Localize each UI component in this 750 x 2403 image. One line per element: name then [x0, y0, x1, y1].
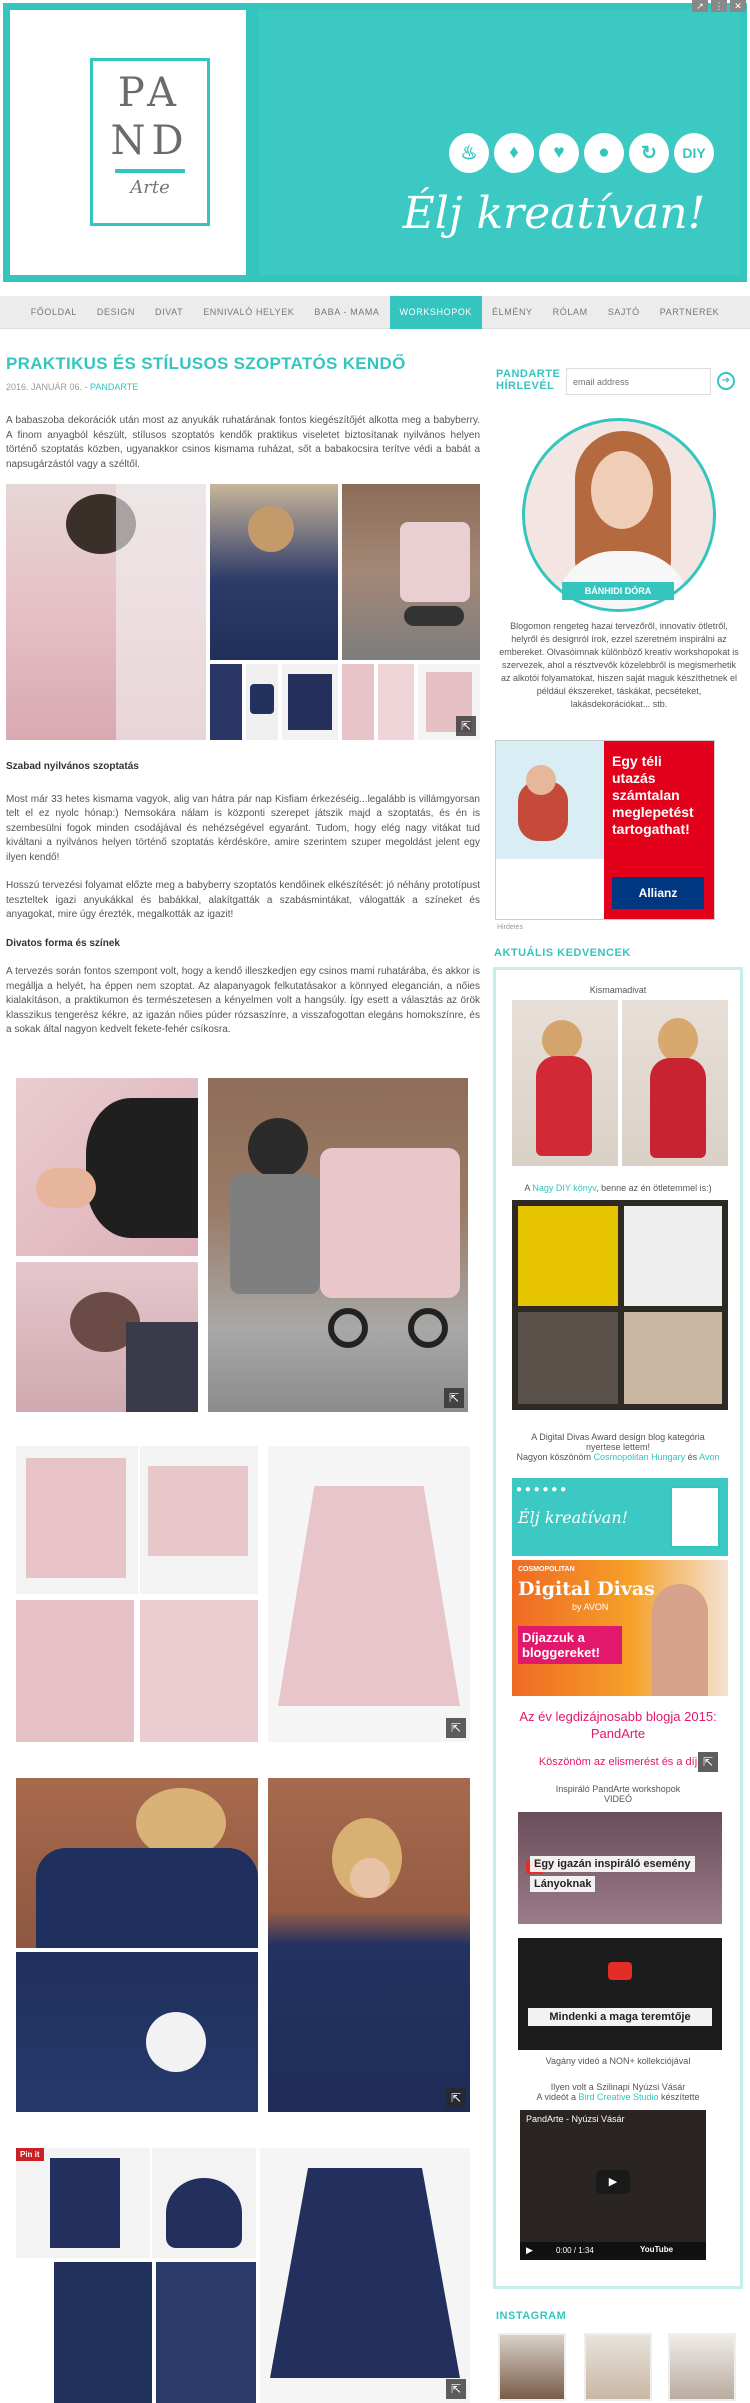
section-heading: Szabad nyilvános szoptatás	[6, 761, 139, 772]
nav-item-about[interactable]: RÓLAM	[552, 306, 588, 317]
gallery-photo[interactable]	[16, 1778, 258, 1948]
gallery-photo[interactable]	[16, 1952, 258, 2112]
nav-item-experience[interactable]: ÉLMÉNY	[492, 306, 533, 317]
nav-item-fashion[interactable]: DIVAT	[155, 306, 184, 317]
pin-it-button[interactable]: Pin it	[16, 2148, 44, 2161]
gallery-photo[interactable]	[16, 1078, 198, 1256]
award-line: Az év legdizájnosabb blogja 2015:	[519, 1709, 717, 1724]
caption-text: készítette	[658, 2092, 700, 2102]
nav-item-design[interactable]: DESIGN	[96, 306, 136, 317]
award-line: PandArte	[590, 1726, 646, 1741]
video-caption	[503, 2082, 733, 2102]
caption-text: Nagyon köszönöm	[516, 1452, 594, 1462]
instagram-thumb[interactable]	[584, 2333, 652, 2401]
divas-by: by AVON	[572, 1602, 609, 1612]
post-paragraph: Most már 33 hetes kismama vagyok, alig van hátra pár nap Kisfiam érkezéséig...legalább is villámgyorsan telt el ez nyolc hónap:) Nemsokára nálam is központi szerepet játszik majd a szoptatás, és én is szembesülni fogok minden csodájával és nehézségével egyaránt. Tudom, hogy elég nagy vitákat tud kiváltani a nyilvános helyen történő szoptatás kérdésköre, amire szerintem szuper megoldást jelent egy ilyen kendő!	[6, 793, 480, 863]
nav-item-press[interactable]: SAJTÓ	[607, 306, 640, 317]
video-player[interactable]	[520, 2110, 706, 2260]
caption-text: A videót a	[536, 2092, 579, 2102]
meta-separator: -	[82, 382, 91, 392]
video-controls[interactable]	[520, 2242, 706, 2260]
nav-item-workshops[interactable]: WORKSHOPOK	[390, 296, 483, 329]
instagram-thumb[interactable]	[668, 2333, 736, 2401]
header-slogan: Élj kreatívan!	[402, 188, 706, 239]
post-paragraph: Hosszú tervezési folyamat előzte meg a babyberry szoptatós kendőinek elkészítését: jó néhány prototípust teszteltek igazi anyukákkal és babákkal, alakítgatták a szabásmintákat, válogatták a színeket és anyagokat, mire úgy érezték, megalkották az igazit!	[6, 880, 480, 920]
gallery-photo[interactable]	[378, 664, 414, 740]
video-caption: Mindenki a maga teremtője	[528, 2008, 712, 2026]
nav-item-partners[interactable]: PARTNEREK	[659, 306, 720, 317]
pandarte-banner-thumb[interactable]	[512, 1478, 728, 1556]
caption-text: és	[685, 1452, 700, 1462]
ad-illustration	[496, 741, 604, 919]
gallery-photo[interactable]	[16, 1600, 134, 1742]
header-banner	[252, 3, 747, 282]
section-heading: Divatos forma és színek	[6, 937, 120, 949]
logo-script: Arte	[130, 177, 170, 198]
video-header: PandArte - Nyúzsi Vásár	[526, 2114, 625, 2124]
maternity-photo[interactable]	[512, 1000, 618, 1166]
recycle-icon[interactable]: ↻	[629, 133, 669, 173]
video-caption	[503, 1784, 733, 1804]
dress-icon[interactable]: ♦	[494, 133, 534, 173]
banner-icons: ● ● ● ● ● ●	[516, 1484, 567, 1495]
newsletter-heading-line: HÍRLEVÉL	[496, 380, 555, 392]
expand-icon[interactable]: ⇱	[698, 1752, 718, 1772]
sponsored-ad[interactable]	[495, 740, 715, 920]
site-logo[interactable]	[90, 58, 210, 226]
nav-item-home[interactable]: FŐOLDAL	[30, 306, 77, 317]
newsletter-heading-line: PANDARTE	[496, 368, 561, 380]
ad-headline: Egy téli utazás számtalan meglepetést tartogathat!	[612, 753, 694, 837]
play-icon[interactable]: ▶	[526, 2245, 533, 2255]
gallery-photo[interactable]	[342, 484, 480, 660]
banner-slogan: Élj kreatívan!	[518, 1508, 629, 1527]
gallery-photo[interactable]	[268, 1778, 470, 2112]
cupcake-icon[interactable]: ♨	[449, 133, 489, 173]
gallery-photo[interactable]	[342, 664, 374, 740]
avon-link[interactable]: Avon	[699, 1452, 720, 1462]
category-icon-row	[449, 133, 714, 173]
share-icon[interactable]: ↗	[692, 0, 708, 12]
gallery-photo[interactable]	[140, 1600, 258, 1742]
caption-text: VIDEÓ	[603, 1794, 632, 1804]
instagram-heading: INSTAGRAM	[496, 2310, 567, 2322]
gallery-photo[interactable]	[210, 664, 242, 740]
logo-divider	[115, 169, 185, 173]
share-corner-icons	[692, 0, 746, 12]
caption-text: A Digital Divas Award design blog kategória	[531, 1432, 705, 1442]
gallery-photo[interactable]	[16, 2148, 150, 2258]
profile-bio: Blogomon rengeteg hazai tervezőről, innovatív ötletről, helyről és designról írok, ezzel szeretném inspirálni az embereket. Olvasóimnak különböző kreatív workshopokat is szervezek, ahol a résztvevők közelebbről is megismerhetik az alkotói folyamatokat, hiszen saját maguk készíthetnek el például ékszereket, táskákat, pecséteket, lakásdekorációkat... stb.	[499, 621, 739, 709]
favorite-caption	[503, 1432, 733, 1462]
video-caption-2: Lányoknak	[530, 1876, 595, 1892]
gallery-photo[interactable]	[16, 1262, 198, 1412]
video-caption-1: Egy igazán inspiráló esemény	[530, 1856, 695, 1872]
expand-icon[interactable]: ⇱	[446, 2088, 466, 2108]
subscribe-arrow-icon[interactable]: ➜	[717, 372, 735, 390]
play-icon[interactable]	[608, 1962, 632, 1980]
post-column	[6, 354, 480, 472]
post-paragraph: A tervezés során fontos szempont volt, hogy a kendő illeszkedjen egy csinos mami ruhatárába, és akkor is megállja a helyét, ha éppen nem szoptat. Az alapanyagok felkutatásakor a könnyed elegancián, a nőies kialakításon, a praktikumon és természetesen a kényelmen volt a hangsúly. Így esett a választás az örök klasszikus tengerész kékre, az igazán nőies púder rózsaszínre, a visszafogottan elegáns homokszínre, és a sokak által nagyon kedvelt fekete-fehér csíkosra.	[6, 966, 480, 1035]
expand-icon[interactable]: ⇱	[456, 716, 476, 736]
video-caption: Vagány videó a NON+ kollekciójával	[545, 2056, 691, 2066]
profile-name: BÁNHIDI DÓRA	[562, 582, 674, 600]
expand-icon[interactable]: ⇱	[446, 1718, 466, 1738]
post-section-1	[6, 760, 480, 1038]
gallery-photo[interactable]	[208, 1078, 468, 1412]
gallery-photo[interactable]	[268, 1446, 470, 1742]
play-icon[interactable]: ▶	[596, 2170, 630, 2194]
bird-studio-link[interactable]: Bird Creative Studio	[578, 2092, 659, 2102]
site-header	[0, 0, 750, 296]
divas-cta: Díjazzuk a bloggereket!	[518, 1626, 622, 1664]
gallery-photo[interactable]	[16, 1446, 138, 1594]
gallery-photo[interactable]	[140, 1446, 258, 1594]
post-intro: A babaszoba dekorációk után most az anyukák ruhatárának fontos kiegészítőjét alkotta meg a babyberry. A finom anyagból készült, stílusos szoptatós kendők praktikus viseletet biztosítanak nyilvános helyen történő szoptatás közben, ugyanakkor csinos kismama ruházat, sőt a babakocsira terítve védi a babát a napsugárzástól vagy a széltől.	[6, 415, 480, 470]
gallery-photo[interactable]	[418, 664, 480, 740]
caption-text: , benne az én ötletemmel is:)	[596, 1183, 712, 1193]
video-player[interactable]	[518, 1938, 722, 2050]
ad-label: Hirdetés	[497, 924, 524, 931]
paint-icon[interactable]: ●	[584, 133, 624, 173]
close-icon[interactable]: ✕	[730, 0, 746, 12]
diy-book-photo[interactable]	[512, 1200, 728, 1410]
nav-item-baby-mama[interactable]: BABA - MAMA	[314, 306, 380, 317]
youtube-logo[interactable]: YouTube	[640, 2245, 674, 2254]
caption-text: nyertese lettem!	[585, 1442, 651, 1452]
post-title[interactable]: PRAKTIKUS ÉS STÍLUSOS SZOPTATÓS KENDŐ	[6, 354, 406, 373]
diy-icon[interactable]: DIY	[674, 133, 714, 173]
instagram-thumb[interactable]	[498, 2333, 566, 2401]
divas-brand: COSMOPOLITAN	[518, 1566, 575, 1573]
more-icon[interactable]: ⋮	[711, 0, 727, 12]
newsletter-heading	[496, 368, 560, 392]
cosmopolitan-link[interactable]: Cosmopolitan Hungary	[593, 1452, 686, 1462]
gallery-photo[interactable]	[282, 664, 338, 740]
main-nav	[0, 296, 750, 329]
logo-text-bottom: ND	[110, 118, 190, 164]
favorites-heading: AKTUÁLIS KEDVENCEK	[494, 947, 631, 959]
expand-icon[interactable]: ⇱	[444, 1388, 464, 1408]
gallery-photo[interactable]	[246, 664, 278, 740]
post-date: 2016. JANUÁR 06.	[6, 382, 83, 392]
logo-panel	[3, 3, 253, 282]
thanks-text: Köszönöm az elismerést és a díj	[538, 1756, 698, 1768]
gallery-photo[interactable]	[6, 484, 206, 740]
video-time: 0:00 / 1:34	[556, 2246, 594, 2255]
expand-icon[interactable]: ⇱	[446, 2379, 466, 2399]
favorite-caption	[503, 1183, 733, 1193]
award-text	[503, 1708, 733, 1742]
caption-text: A	[524, 1183, 533, 1193]
heart-icon[interactable]: ♥	[539, 133, 579, 173]
gallery-photo[interactable]	[152, 2148, 256, 2258]
allianz-logo: Allianz	[612, 877, 704, 909]
digital-divas-banner[interactable]	[512, 1560, 728, 1696]
newsletter-email-input[interactable]	[566, 368, 711, 395]
post-meta	[6, 382, 480, 392]
caption-text: Ilyen volt a Szilinapi Nyúzsi Vásár	[550, 2082, 686, 2092]
divas-title: Digital Divas	[518, 1578, 655, 1600]
gallery-photo[interactable]	[54, 2262, 152, 2403]
caption-text: Inspiráló PandArte workshopok	[555, 1784, 681, 1794]
post-author[interactable]: PANDARTE	[90, 382, 139, 392]
diy-book-link[interactable]: Nagy DIY könyv	[532, 1183, 597, 1193]
ad-panel	[604, 741, 714, 919]
nav-item-food-places[interactable]: ENNIVALÓ HELYEK	[203, 306, 295, 317]
favorite-caption: Kismamadivat	[589, 985, 647, 995]
video-player[interactable]	[518, 1812, 722, 1924]
gallery-photo[interactable]	[210, 484, 338, 660]
maternity-photo[interactable]	[622, 1000, 728, 1166]
gallery-photo[interactable]	[260, 2148, 470, 2403]
logo-text-top: PA	[117, 70, 183, 116]
gallery-photo[interactable]	[156, 2262, 256, 2403]
